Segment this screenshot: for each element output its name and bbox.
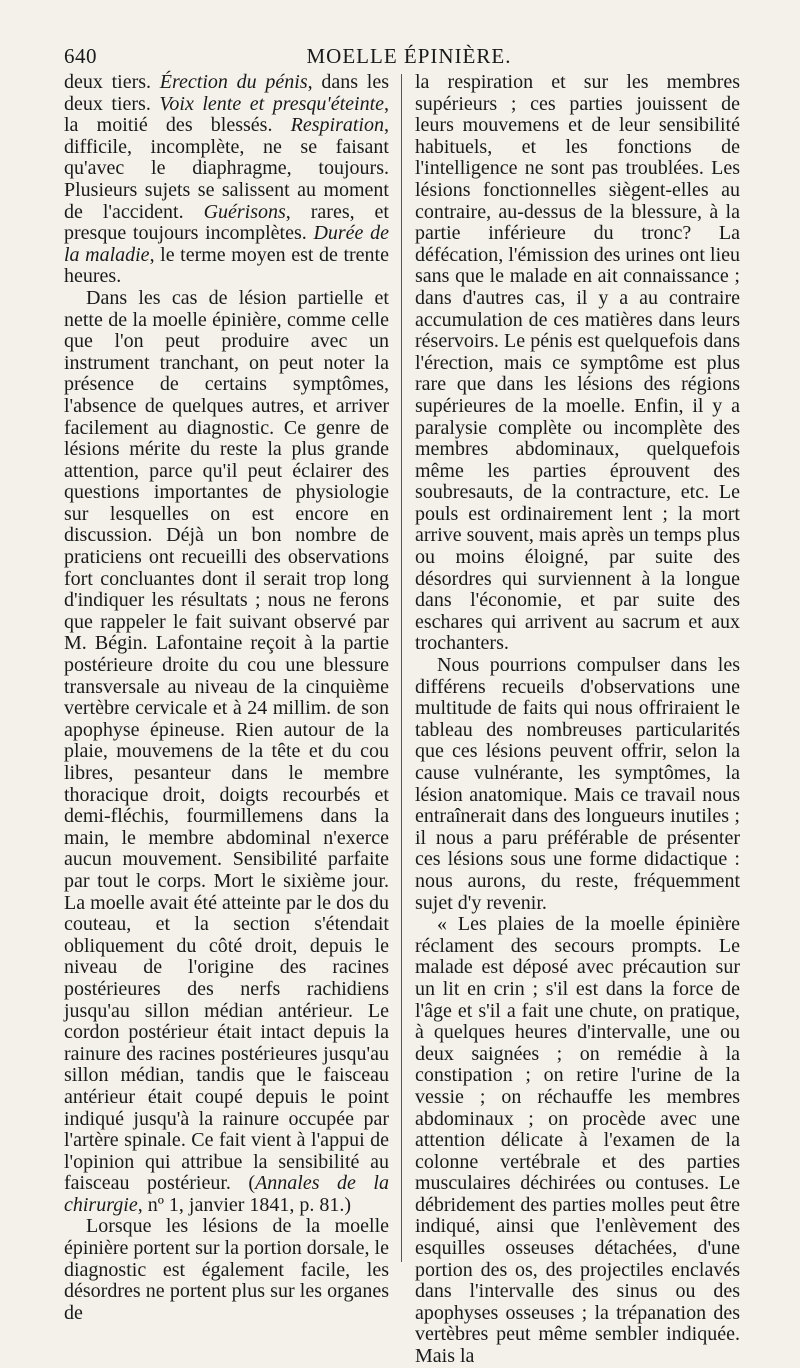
italic-run: Érection du pénis xyxy=(159,71,308,93)
paragraph: Nous pourrions compulser dans les différens recueils d'observations une multitude de faits qui nous offriraient le tableau des nombreuses particularités que ces lésions peuvent offrir, selon la cause vulnérante, les symptômes, la lésion anatomique. Mais ce travail nous entraînerait dans des longueurs inutiles ; il nous a paru préférable de présenter ces lésions sous une forme didactique : nous aurons, du reste, fréquemment sujet d'y revenir. xyxy=(415,654,740,914)
left-column xyxy=(64,72,389,1324)
right-column xyxy=(415,72,740,1368)
italic-run: Voix lente et presqu'éteinte xyxy=(159,92,385,115)
text-run: , la moitié des blessés. xyxy=(64,92,390,137)
column-divider xyxy=(401,74,402,1262)
text-run: Dans les cas de lésion partielle et nette de la moelle épinière, comme celle que l'on peut produire avec un instrument tranchant, on peut noter la présence de certains symptômes, l'absence de quelques autres, et arriver facilement au diagnostic. Ce genre de lésions mérite du reste la plus grande attention, parce qu'il peut éclairer des questions importantes de physiologie sur lesquelles on est encore en discussion. Déjà un bon nombre de praticiens ont recueilli des observations fort concluantes dont il serait trop long d'indiquer les résultats ; nous ne ferons que rappeler le fait suivant observé par M. Bégin. Lafontaine reçoit à la partie postérieure droite du cou une blessure transversale au niveau de la cinquième vertèbre cervicale et à 24 millim. de son apophyse épineuse. Rien autour de la plaie, mouvemens de la tête et du cou libres, pesanteur dans le membre thoracique droit, doigts recourbés et demi-fléchis, fourmillemens dans la main, le membre abdominal n'exerce aucun mouvement. Sensibilité parfaite par tout le corps. Mort le sixième jour. La moelle avait été atteinte par le dos du couteau, et la section s'étendait obliquement du côté droit, depuis le niveau de l'origine des racines postérieures des nerfs rachidiens jusqu'au sillon médian antérieur. Le cordon postérieur était intact depuis la rainure des racines postérieures jusqu'au sillon médian, tandis que le faisceau antérieur était coupé depuis le point indiqué jusqu'à la rainure occupée par l'artère spinale. Ce fait vient à l'appui de l'opinion qui attribue la sensibilité au faisceau postérieur. ( xyxy=(64,286,389,1195)
paragraph xyxy=(64,72,389,288)
italic-run: Respiration xyxy=(290,114,384,137)
running-title: MOELLE ÉPINIÈRE. xyxy=(306,44,512,68)
paragraph: la respiration et sur les membres supérieurs ; ces parties jouissent de leurs mouvemens et de leur sensibilité habituels, et les fonctions de l'intelligence ne sont pas troublées. Les lésions fonctionnelles siègent-elles au contraire, au-dessus de la blessure, à la partie inférieure du tronc? La défécation, l'émission des urines ont lieu sans que le malade en ait connaissance ; dans d'autres cas, il y a au contraire accumulation de ces matières dans leurs réservoirs. Le pénis est quelquefois dans l'érection, mais ce symptôme est plus rare que dans les lésions des régions supérieures de la moelle. Enfin, il y a paralysie complète ou incomplète des membres abdominaux, quelquefois même les parties éprouvent des soubresauts, de la contracture, etc. Le pouls est ordinairement lent ; la mort arrive souvent, mais après un temps plus ou moins éloigné, par suite des désordres qui surviennent à la longue dans l'économie, et par suite des eschares qui arrivent au sacrum et aux trochanters. xyxy=(415,71,740,655)
italic-run: Annales de la chirurgie xyxy=(64,1172,389,1216)
page-header xyxy=(64,44,754,70)
paragraph: Lorsque les lésions de la moelle épinière portent sur la portion dorsale, le diagnostic est également facile, les désordres ne portent plus sur les organes de xyxy=(64,1215,389,1324)
text-run: , difficile, incomplète, ne se faisant qu'avec le diaphragme, toujours. Plusieurs sujets se salissent au moment de l'accident. xyxy=(64,114,389,223)
text-run: , rares, et presque toujours incomplètes. xyxy=(64,200,389,245)
paragraph xyxy=(64,288,389,1217)
italic-run: Guérisons xyxy=(203,200,286,223)
text-run: , le terme moyen est de trente heures. xyxy=(64,243,389,288)
text-run: , nº 1, janvier 1841, p. 81.) xyxy=(137,1193,352,1216)
text-run: deux tiers. xyxy=(64,71,160,93)
text-run: , dans les deux tiers. xyxy=(64,71,389,115)
italic-run: Durée de la maladie xyxy=(64,222,389,266)
page-number: 640 xyxy=(64,44,97,68)
paragraph: « Les plaies de la moelle épinière réclament des secours prompts. Le malade est déposé avec précaution sur un lit en crin ; s'il est dans la force de l'âge et s'il a fait une chute, on pratique, à quelques heures d'intervalle, une ou deux saignées ; on remédie à la constipation ; on retire l'urine de la vessie ; on réchauffe les membres abdominaux ; on procède avec une attention délicate à l'examen de la colonne vertébrale et des parties musculaires déchirées ou contuses. Le débridement des parties molles peut être indiqué, ainsi que l'enlèvement des esquilles osseuses détachées, d'une portion des os, des projectiles enclavés dans l'intervalle des sinus ou des apophyses osseuses ; la trépanation des vertèbres peut même sembler indiquée. Mais la xyxy=(415,913,740,1368)
